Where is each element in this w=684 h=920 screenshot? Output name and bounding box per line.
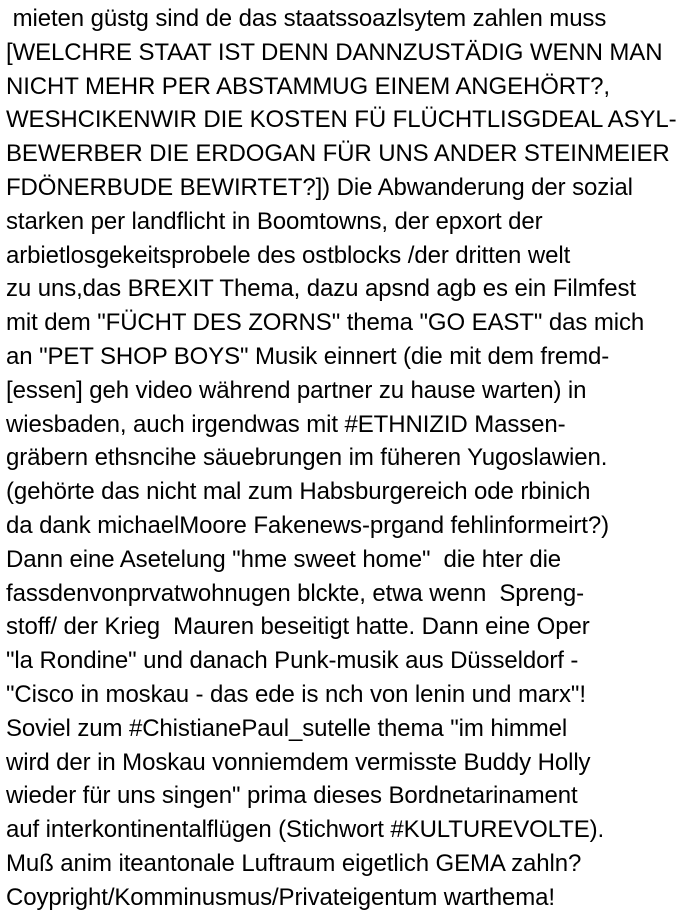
text-line: da dank michaelMoore Fakenews-prgand fehlinformeirt?): [6, 511, 609, 539]
text-line: "Cisco in moskau - das ede is nch von lenin und marx"!: [6, 680, 586, 708]
text-line: wieder für uns singen" prima dieses Bordnetarinament: [6, 782, 578, 810]
text-line: auf interkontinentalflügen (Stichwort #KULTUREVOLTE).: [6, 816, 605, 844]
text-line: mit dem "FÜCHT DES ZORNS" thema "GO EAST" das mich: [6, 309, 645, 337]
text-line: Soviel zum #ChistianePaul_sutelle thema "im himmel: [6, 714, 568, 742]
text-line: Muß anim iteantonale Luftraum eigetlich GEMA zahln?: [6, 849, 582, 877]
text-line: [WELCHRE STAAT IST DENN DANNZUSTÄDIG WENN MAN: [6, 38, 663, 66]
text-line: wird der in Moskau vonniemdem vermisste Buddy Holly: [6, 748, 591, 776]
text-line: fassdenvonprvatwohnugen blckte, etwa wenn Spreng-: [6, 579, 585, 607]
text-line: [essen] geh video während partner zu hause warten) in: [6, 376, 587, 404]
text-line: WESHCIKENWIR DIE KOSTEN FÜ FLÜCHTLISGDEAL ASYL-: [6, 106, 677, 134]
text-line: stoff/ der Krieg Mauren beseitigt hatte. Dann eine Oper: [6, 613, 590, 641]
text-line: arbietlosgekeitsprobele des ostblocks /der dritten welt: [6, 241, 571, 269]
text-line: FDÖNERBUDE BEWIRTET?]) Die Abwanderung der sozial: [6, 173, 633, 201]
text-line: zu uns,das BREXIT Thema, dazu apsnd agb es ein Filmfest: [6, 275, 636, 303]
text-line: starken per landflicht in Boomtowns, der epxort der: [6, 207, 543, 235]
text-line: (gehörte das nicht mal zum Habsburgereich ode rbinich: [6, 478, 591, 506]
text-page: [6, 2, 682, 918]
text-line: BEWERBER DIE ERDOGAN FÜR UNS ANDER STEINMEIER: [6, 140, 670, 168]
text-line: mieten güstg sind de das staatssoazlsytem zahlen muss: [6, 5, 607, 32]
text-line: Coypright/Komminusmus/Privateigentum warthema!: [6, 883, 555, 911]
text-line: wiesbaden, auch irgendwas mit #ETHNIZID Massen-: [6, 410, 566, 438]
text-line: "la Rondine" und danach Punk-musik aus Düsseldorf -: [6, 647, 579, 675]
text-line: NICHT MEHR PER ABSTAMMUG EINEM ANGEHÖRT?,: [6, 72, 610, 100]
text-line: Dann eine Asetelung "hme sweet home" die hter die: [6, 545, 562, 573]
text-line: an "PET SHOP BOYS" Musik einnert (die mit dem fremd-: [6, 342, 610, 370]
text-line: gräbern ethsncihe säuebrungen im füheren Yugoslawien.: [6, 444, 608, 472]
